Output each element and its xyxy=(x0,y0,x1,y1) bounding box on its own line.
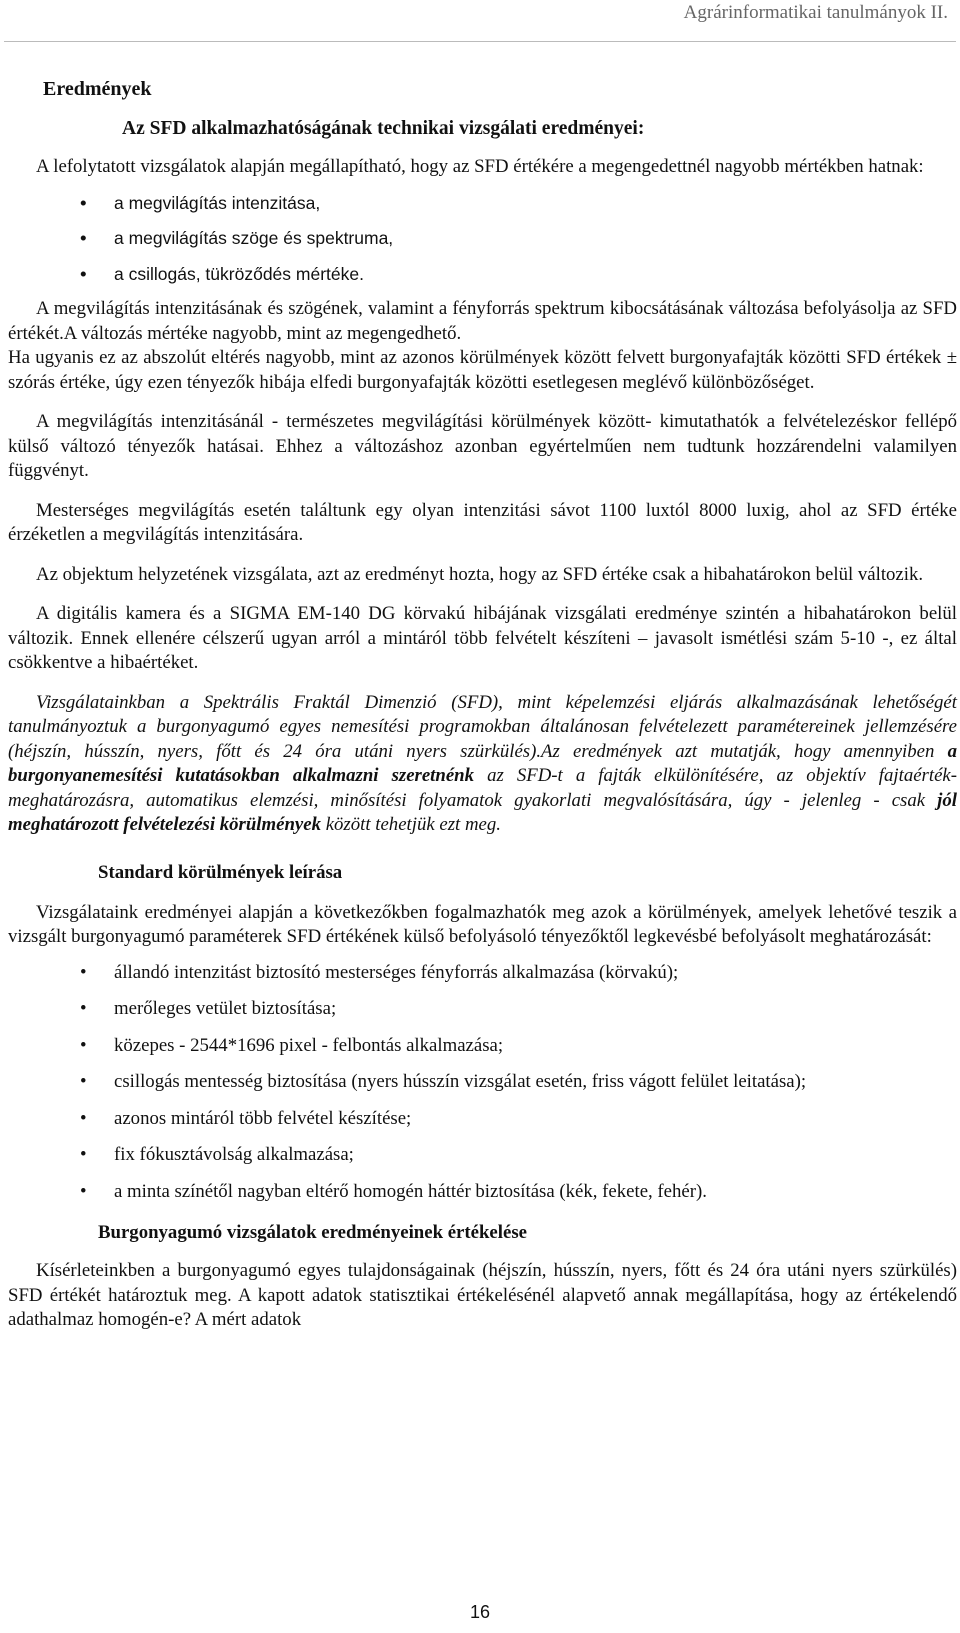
list-item: • azonos mintáról több felvétel készítése; xyxy=(8,1107,957,1132)
paragraph-object-position: Az objektum helyzetének vizsgálata, azt az eredményt hozta, hogy az SFD értéke csak a hibahatárokon belül változik. xyxy=(36,563,924,585)
bullet-icon: • xyxy=(80,227,87,248)
paragraph-evaluation: Kísérleteinkben a burgonyagumó egyes tulajdonságainak (héjszín, hússzín, nyers, főtt és 24 óra utáni nyers szürkülés) SFD értékét határoztuk meg. A kapott adatok statisztikai értékelésénél alapvető annak megállapítása, hogy az értékelendő adathalmaz homogén-e? A mért adatok xyxy=(8,1260,957,1330)
conclusion-text-2: az SFD-t a fajták elkülönítésére, az objektív fajtaérték-meghatározásra, automatikus elemzési, minősítési folyamatok gyakorlati megvalósítására, úgy - jelenleg - csak xyxy=(8,765,958,811)
paragraph-camera: A digitális kamera és a SIGMA EM-140 DG körvakú hibájának vizsgálati eredménye szintén a hibahatárokon belül változik. Ennek ellenére célszerű ugyan arról a mintáról több felvételt készíteni – javasolt ismétlési szám 5-10 -, ez által csökkentve a hibaértéket. xyxy=(8,603,957,673)
list-item: • a megvilágítás szöge és spektruma, xyxy=(8,226,957,251)
page-content xyxy=(8,78,957,1333)
conclusion-text-1: Vizsgálatainkban a Spektrális Fraktál Dimenzió (SFD), mint képelemzési eljárás alkalmazásának lehetőségét tanulmányoztuk a burgonyagumó egyes nemesítési programokban általánosan felvételezett paramétereinek jellemzésére (héjszín, hússzín, nyers, főtt és 24 óra utáni nyers szürkülés).Az eredmények azt mutatják, hogy amennyiben xyxy=(8,691,957,762)
paragraph-artificial-light: Mesterséges megvilágítás esetén találtunk egy olyan intenzitási sávot 1100 luxtól 8000 luxig, ahol az SFD értéke érzéketlen a megvilágítás intenzitására. xyxy=(8,499,957,545)
paragraph-standard: Vizsgálataink eredményei alapján a következőkben fogalmazhatók meg azok a körülmények, amelyek lehetővé teszik a vizsgált burgonyagumó paraméterek SFD értékének külső befolyásoló tényezőktől legkevésbé befolyásolt meghatározását: xyxy=(8,901,957,947)
conclusion-text-3: között tehetjük ezt meg. xyxy=(325,814,501,835)
header-divider xyxy=(4,41,956,42)
paragraph-intensity-a: A megvilágítás intenzitásának és szögének, valamint a fényforrás spektrum kibocsátásának változása befolyásolja az SFD értékét.A változás mértéke nagyobb, mint az megengedhető. xyxy=(8,298,957,344)
list-item: • a minta színétől nagyban eltérő homogén háttér biztosítása (kék, fekete, fehér). xyxy=(8,1180,957,1205)
list-item: • a csillogás, tükröződés mértéke. xyxy=(8,262,957,287)
bullet-icon: • xyxy=(80,998,87,1019)
list-item: • csillogás mentesség biztosítása (nyers hússzín vizsgálat esetén, friss vágott felület leitatása); xyxy=(8,1070,957,1095)
factor-list xyxy=(8,191,957,287)
paragraph-conclusion xyxy=(8,691,957,838)
conclusion-bold-1: a burgonyanemesítési kutatásokban alkalmazni szeretnénk xyxy=(8,740,957,786)
page-number: 16 xyxy=(469,1602,491,1622)
list-item: • merőleges vetület biztosítása; xyxy=(8,997,957,1022)
section-heading-standard: Standard körülmények leírása xyxy=(98,861,343,883)
bullet-icon: • xyxy=(80,1034,87,1056)
bullet-icon: • xyxy=(80,1180,87,1202)
paragraph-intensity-b: Ha ugyanis ez az abszolút eltérés nagyobb, mint az azonos körülmények között felvett burgonyafajták közötti SFD értékek ± szórás értéke, úgy ezen tényezők hibája elfedi burgonyafajták közötti esetlegesen meglévő különbözőséget. xyxy=(8,347,957,393)
section-heading-eredmenyek: Eredmények xyxy=(43,78,152,100)
bullet-icon: • xyxy=(80,262,87,284)
paragraph-natural-light: A megvilágítás intenzitásánál - természetes megvilágítási körülmények között- kimutathatók a felvételezéskor fellépő külső változó tényezők hatásai. Ehhez a változáshoz azonban egyértelműen nem tudtunk hozzárendelni valamilyen függvényt. xyxy=(8,411,957,481)
bullet-icon: • xyxy=(80,961,87,983)
list-item: • állandó intenzitást biztosító mesterséges fényforrás alkalmazása (körvakú); xyxy=(8,961,957,986)
bullet-icon: • xyxy=(80,1144,87,1165)
intro-paragraph: A lefolytatott vizsgálatok alapján megállapítható, hogy az SFD értékére a megengedettnél nagyobb mértékben hatnak: xyxy=(36,156,924,177)
section-heading-sfd: Az SFD alkalmazhatóságának technikai vizsgálati eredményei: xyxy=(122,118,645,139)
list-item: • közepes - 2544*1696 pixel - felbontás alkalmazása; xyxy=(8,1034,957,1059)
section-heading-evaluation: Burgonyagumó vizsgálatok eredményeinek értékelése xyxy=(98,1222,527,1243)
bullet-icon: • xyxy=(80,191,87,213)
bullet-icon: • xyxy=(80,1107,87,1129)
conditions-list xyxy=(8,961,957,1205)
bullet-icon: • xyxy=(80,1071,87,1092)
list-item: • a megvilágítás intenzitása, xyxy=(8,191,957,216)
conclusion-bold-2: jól meghatározott felvételezési körülmények xyxy=(8,789,957,835)
list-item: • fix fókusztávolság alkalmazása; xyxy=(8,1143,957,1168)
running-header: Agrárinformatikai tanulmányok II. xyxy=(683,2,948,23)
